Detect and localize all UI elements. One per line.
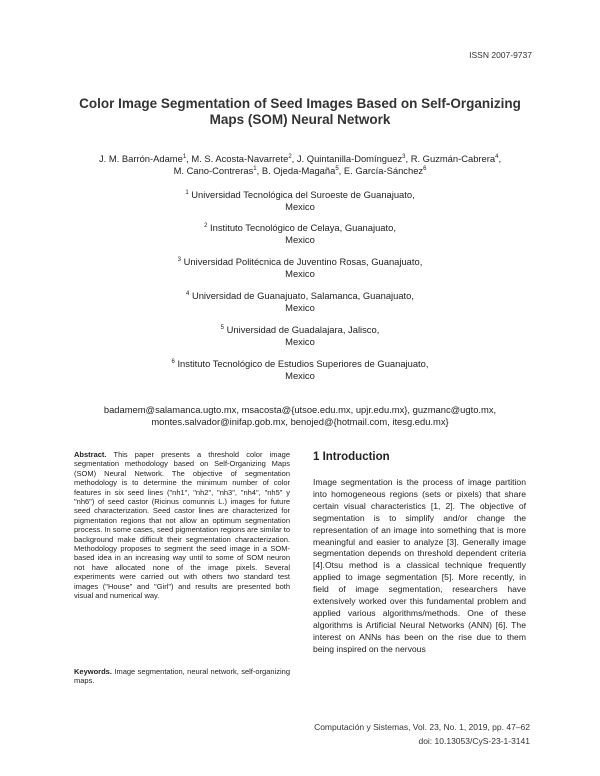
author-name: B. Ojeda-Magaña	[261, 165, 336, 176]
abstract-text: This paper presents a threshold color image segmentation methodology based on Self-Organizing Maps (SOM) Neural Network. The objective of segmentation methodology is to determine the minimum number of color features in six seed lines ("nh1", "nh2", "nh3", "nh4", "nh5" y "nh6") of seed castor (Ricinus comunnis L.) images for future seed characterization. Seed castor lines are characterized for pigmentation regions that not allow an optimum segmentation process. In some cases, seed pigmentation regions are similar to background make difficult their segmentation characterization. Methodology proposes to segment the seed image in a SOM-based idea in an increasing way until to some of SOM neuron not have allocated none of the image pixels. Several experiments were carried out with others two standard test images ("House" and "Girl") and results are presented both visual and numerical way.	[74, 450, 291, 601]
affiliation-name: Instituto Tecnológico de Celaya, Guanajuato,	[210, 222, 396, 233]
author-affiliation-sup: 1	[182, 153, 187, 160]
affiliation-4	[100, 290, 500, 314]
affiliation-sup: 1	[185, 189, 189, 196]
affiliation-country: Mexico	[285, 336, 315, 347]
abstract-block	[74, 450, 290, 601]
author-name: R. Guzmán-Cabrera	[410, 153, 496, 164]
author-name: E. García-Sánchez	[343, 165, 424, 176]
affiliation-1	[100, 189, 500, 213]
keywords-label: Keywords.	[74, 667, 112, 676]
author-affiliation-sup: 2	[288, 153, 292, 160]
journal-citation: Computación y Sistemas, Vol. 23, No. 1, 2019, pp. 47–62	[314, 722, 530, 732]
paper-title: Color Image Segmentation of Seed Images Based on Self-Organizing Maps (SOM) Neural Network	[79, 96, 521, 127]
author-name: J. Quintanilla-Domínguez	[296, 153, 403, 164]
author-affiliation-sup: 6	[423, 165, 427, 172]
affiliation-name: Universidad Tecnológica del Suroeste de Guanajuato,	[191, 189, 415, 200]
affiliation-name: Universidad de Guadalajara, Jalisco,	[226, 324, 380, 335]
affiliation-country: Mexico	[285, 234, 315, 245]
email-line-1: badamem@salamanca.ugto.mx, msacosta@{utsoe.edu.mx, upjr.edu.mx}, guzmanc@ugto.mx,	[103, 404, 497, 415]
affiliation-country: Mexico	[285, 268, 315, 279]
affiliation-sup: 3	[177, 256, 182, 263]
affiliation-country: Mexico	[285, 201, 315, 212]
affiliation-sup: 5	[220, 324, 225, 331]
affiliation-6	[100, 358, 500, 382]
doi-label: doi: 10.13053/CyS-23-1-3141	[418, 736, 530, 746]
author-name: J. M. Barrón-Adame	[98, 153, 183, 164]
author-list: J. M. Barrón-Adame$^1$, M. S. Acosta-Navarrete$^2$, J. Quintanilla-Domínguez$^3$, R. Guzmán-Cabrera$^4$, M. Cano-Contreras$^1$, B. Ojeda-Magaña$^5$, E. García-Sánchez$^6$	[98, 153, 502, 176]
issn-label: ISSN 2007-9737	[469, 50, 532, 60]
affiliation-3	[100, 256, 500, 280]
section-heading-introduction: 1 Introduction	[313, 451, 390, 463]
keywords-block	[74, 667, 290, 686]
author-affiliation-sup: 1	[253, 165, 257, 172]
affiliation-2	[100, 222, 500, 246]
introduction-paragraph: Image segmentation is the process of image partition into homogeneous regions (sets or pixels) that share certain visual characteristics [1, 2]. The objective of segmentation is to simplify and/or change the representation of an image into something that is more meaningful and easier to analyze [3]. Generally image segmentation depends on threshold dependent criteria [4].Otsu method is a classical technique frequently applied to image segmentation [5]. More recently, in field of image segmentation, researchers have extensively worked over this fundamental problem and applied various algorithms/methods. One of these algorithms is Artificial Neural Networks (ANN) [6]. The interest on ANNs has been on the rise due to them being inspired on the nervous	[313, 477, 526, 654]
author-name: M. S. Acosta-Navarrete	[191, 153, 289, 164]
affiliation-name: Universidad de Guanajuato, Salamanca, Guanajuato,	[191, 290, 414, 301]
affiliation-5	[100, 324, 500, 348]
affiliation-name: Universidad Politécnica de Juventino Rosas, Guanajuato,	[183, 256, 423, 267]
affiliation-sup: 2	[204, 222, 208, 229]
keywords-text: Image segmentation, neural network, self-organizing maps.	[74, 667, 290, 686]
affiliation-country: Mexico	[285, 370, 315, 381]
author-affiliation-sup: 4	[495, 153, 499, 160]
affiliation-sup: 6	[171, 358, 175, 365]
author-emails	[50, 404, 550, 428]
affiliation-name: Instituto Tecnológico de Estudios Superiores de Guanajuato,	[177, 358, 429, 369]
affiliation-country: Mexico	[285, 302, 315, 313]
email-line-2: montes.salvador@inifap.gob.mx, benojed@{hotmail.com, itesg.edu.mx}	[151, 416, 449, 427]
author-name: M. Cano-Contreras	[173, 165, 254, 176]
author-affiliation-sup: 3	[402, 153, 406, 160]
author-affiliation-sup: 5	[335, 165, 339, 172]
affiliation-sup: 4	[186, 290, 190, 297]
abstract-label: Abstract.	[74, 450, 107, 459]
